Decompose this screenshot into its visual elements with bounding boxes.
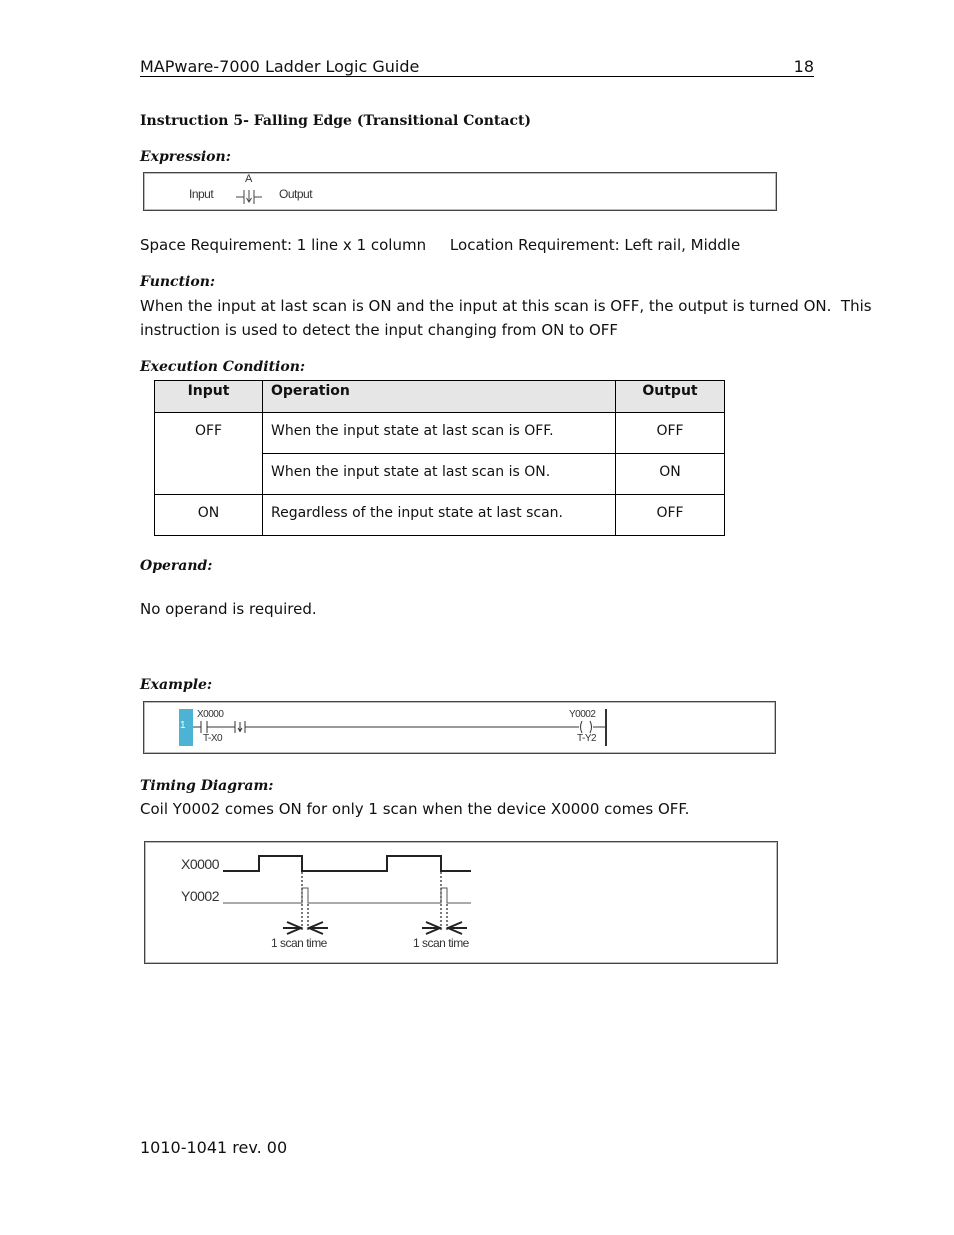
x0000-waveform xyxy=(223,856,471,871)
coil-address: Y0002 xyxy=(569,709,596,720)
example-figure xyxy=(143,701,776,754)
operand-text: No operand is required. xyxy=(140,600,317,618)
footer-doc-number: 1010-1041 rev. 00 xyxy=(140,1138,288,1157)
header-title: MAPware-7000 Ladder Logic Guide xyxy=(140,57,420,76)
contact-address: X0000 xyxy=(197,709,224,720)
rung-number: 1 xyxy=(180,720,186,731)
row-input: ON xyxy=(155,495,263,536)
table-header-row xyxy=(155,381,725,413)
function-line-1: When the input at last scan is ON and the input at this scan is OFF, the output is turned ON. This xyxy=(140,297,872,315)
expression-figure xyxy=(143,172,777,211)
signal-y0002-label: Y0002 xyxy=(181,888,219,904)
contact-label: A xyxy=(245,173,252,185)
row-operation: When the input state at last scan is ON. xyxy=(263,454,616,495)
instruction-title: Instruction 5- Falling Edge (Transitional Contact) xyxy=(140,113,532,129)
timing-text: Coil Y0002 comes ON for only 1 scan when the device X0000 comes OFF. xyxy=(140,800,690,818)
example-heading: Example: xyxy=(140,677,213,693)
row-input: OFF xyxy=(155,413,263,495)
contact-tag: T-X0 xyxy=(203,733,223,744)
rung-number-bar xyxy=(179,709,193,746)
scan-time-label-2: 1 scan time xyxy=(413,936,469,950)
falling-edge-contact-icon xyxy=(236,187,264,205)
requirements-text: Space Requirement: 1 line x 1 column Location Requirement: Left rail, Middle xyxy=(140,236,741,254)
table-row xyxy=(155,413,725,454)
scan-arrow-2 xyxy=(422,922,467,934)
row-operation: When the input state at last scan is OFF. xyxy=(263,413,616,454)
signal-x0000-label: X0000 xyxy=(181,856,219,872)
expression-heading: Expression: xyxy=(140,149,231,165)
function-line-2: instruction is used to detect the input changing from ON to OFF xyxy=(140,321,619,339)
expression-input-label: Input xyxy=(189,187,214,201)
row-output: OFF xyxy=(616,495,725,536)
header-input: Input xyxy=(155,381,263,413)
ladder-rung xyxy=(193,719,613,735)
function-heading: Function: xyxy=(140,274,216,290)
timing-heading: Timing Diagram: xyxy=(140,778,274,794)
scan-arrow-1 xyxy=(283,922,328,934)
row-output: ON xyxy=(616,454,725,495)
execution-heading: Execution Condition: xyxy=(140,359,306,375)
right-rail xyxy=(605,709,607,746)
operand-heading: Operand: xyxy=(140,558,213,574)
table-row xyxy=(155,495,725,536)
header-output: Output xyxy=(616,381,725,413)
row-operation: Regardless of the input state at last scan. xyxy=(263,495,616,536)
y0002-waveform xyxy=(223,888,471,903)
execution-table xyxy=(154,380,725,536)
page-number: 18 xyxy=(793,57,814,76)
header-rule xyxy=(140,76,814,77)
expression-output-label: Output xyxy=(279,187,313,201)
header-operation: Operation xyxy=(263,381,616,413)
timing-figure xyxy=(144,841,778,964)
coil-tag: T-Y2 xyxy=(577,733,597,744)
scan-time-label-1: 1 scan time xyxy=(271,936,327,950)
row-output: OFF xyxy=(616,413,725,454)
